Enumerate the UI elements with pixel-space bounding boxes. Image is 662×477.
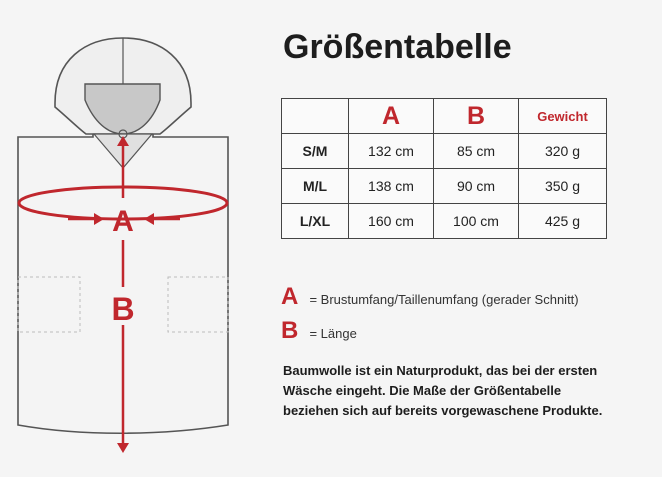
legend-letter-b: B (281, 317, 299, 344)
cell-weight: 350 g (519, 169, 607, 204)
cell-a: 132 cm (349, 134, 434, 169)
cell-b: 90 cm (434, 169, 519, 204)
cell-a: 160 cm (349, 204, 434, 239)
page-title: Größentabelle (283, 28, 512, 66)
table-header-row (282, 99, 607, 134)
note-line: Wäsche eingeht. Die Maße der Größentabelle (283, 383, 562, 398)
legend-letter-a: A (281, 283, 299, 310)
legend-item-a (281, 283, 579, 311)
cell-weight: 425 g (519, 204, 607, 239)
note-line: beziehen sich auf bereits vorgewaschene Produkte. (283, 403, 603, 418)
cell-size: L/XL (282, 204, 349, 239)
cell-b: 85 cm (434, 134, 519, 169)
poncho-illustration (0, 0, 260, 477)
cell-weight: 320 g (519, 134, 607, 169)
note-line: Baumwolle ist ein Naturprodukt, das bei der ersten (283, 363, 598, 378)
cell-a: 138 cm (349, 169, 434, 204)
legend-text-a: = Brustumfang/Taillenumfang (gerader Schnitt) (309, 292, 579, 307)
table-row (282, 204, 607, 239)
diagram-label-b: B (111, 291, 135, 327)
header-a: A (349, 99, 434, 134)
cell-b: 100 cm (434, 204, 519, 239)
cell-size: S/M (282, 134, 349, 169)
legend-text-b: = Länge (309, 326, 357, 341)
table-row (282, 169, 607, 204)
cell-size: M/L (282, 169, 349, 204)
header-weight: Gewicht (519, 99, 607, 134)
care-note (283, 361, 653, 421)
table-row (282, 134, 607, 169)
diagram-label-a: A (112, 205, 134, 238)
legend-item-b (281, 317, 357, 345)
size-table (281, 98, 607, 239)
header-size (282, 99, 349, 134)
header-b: B (434, 99, 519, 134)
